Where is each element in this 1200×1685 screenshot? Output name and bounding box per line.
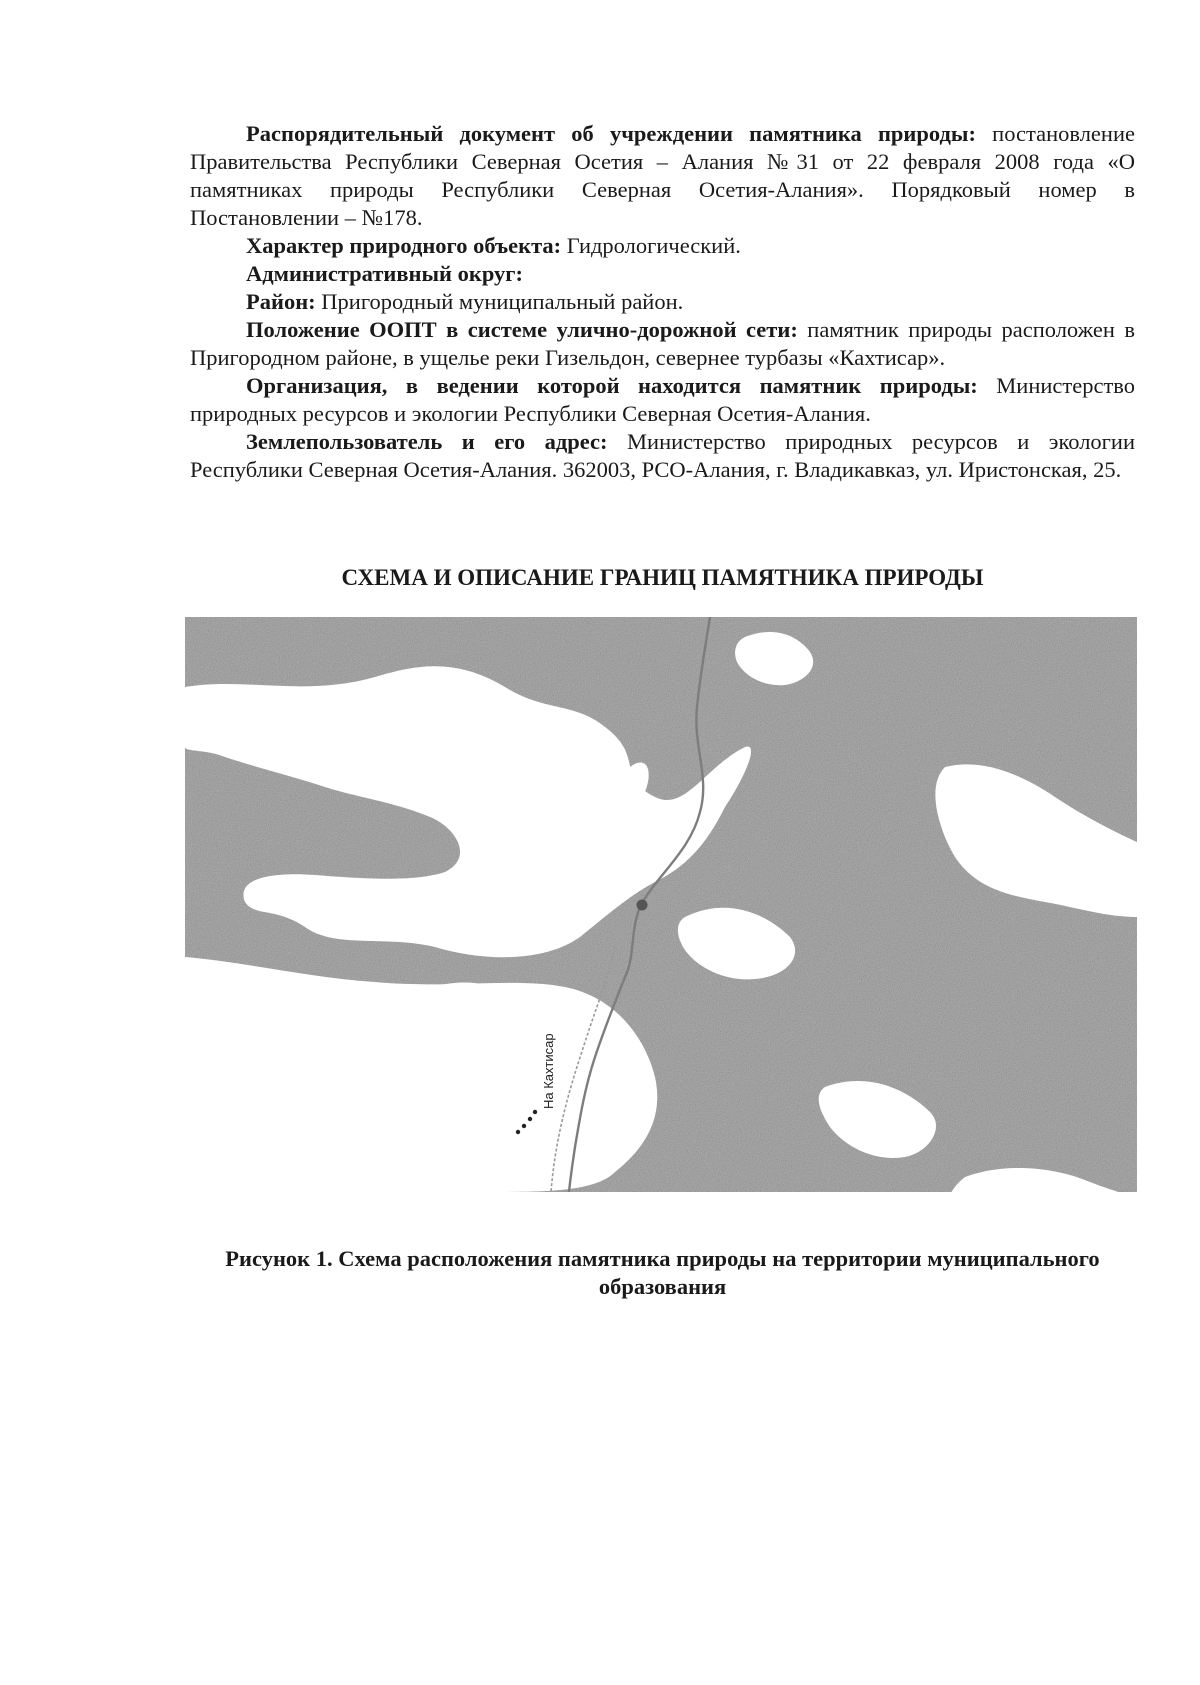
paragraph-location (190, 316, 1135, 372)
dot-1 (533, 1110, 537, 1114)
location-map (185, 617, 1137, 1245)
map-svg (185, 617, 1137, 1245)
label-region: Район: (246, 289, 316, 314)
map-bottom-margin (185, 1192, 1137, 1245)
monument-marker (637, 900, 648, 911)
road-label: На Кахтисар (541, 1033, 556, 1109)
paragraph-land-user (190, 428, 1135, 484)
paragraph-organization (190, 372, 1135, 428)
label-nature-type: Характер природного объекта: (246, 233, 562, 258)
value-nature-type: Гидрологический. (561, 233, 741, 258)
label-location: Положение ООПТ в системе улично-дорожной сети: (246, 317, 798, 342)
value-organization: Министерство природных ресурсов и экологии Республики Северная Осетия-Алания. (190, 373, 1135, 426)
attributes-block (190, 120, 1135, 484)
dot-2 (528, 1117, 532, 1121)
paragraph-decree (190, 120, 1135, 232)
paragraph-nature-type (190, 232, 1135, 260)
value-region: Пригородный муниципальный район. (315, 289, 684, 314)
section-heading: СХЕМА И ОПИСАНИЕ ГРАНИЦ ПАМЯТНИКА ПРИРОДЫ (341, 565, 984, 590)
paragraph-region (190, 288, 1135, 316)
value-land-user: Министерство природных ресурсов и экологии Республики Северная Осетия-Алания. 362003, РСО-Алания, г. Владикавказ, ул. Иристонская, 25. (190, 429, 1135, 482)
label-decree: Распорядительный документ об учреждении памятника природы: (246, 121, 976, 146)
label-organization: Организация, в ведении которой находится памятник природы: (246, 373, 978, 398)
label-land-user: Землепользователь и его адрес: (246, 429, 608, 454)
label-admin-district: Административный округ: (246, 261, 524, 286)
dot-3 (522, 1124, 526, 1128)
paragraph-admin-district (190, 260, 1135, 288)
figure-caption: Рисунок 1. Схема расположения памятника природы на территории муниципального образования (225, 1246, 1100, 1299)
dot-4 (516, 1130, 520, 1134)
value-decree: постановление Правительства Республики Северная Осетия – Алания №31 от 22 февраля 2008 года «О памятниках природы Республики Северная Осетия-Алания». Порядковый номер в Постановлении – №178. (190, 121, 1135, 230)
value-location: памятник природы расположен в Пригородном районе, в ущелье реки Гизельдон, севернее турбазы «Кахтисар». (190, 317, 1135, 370)
